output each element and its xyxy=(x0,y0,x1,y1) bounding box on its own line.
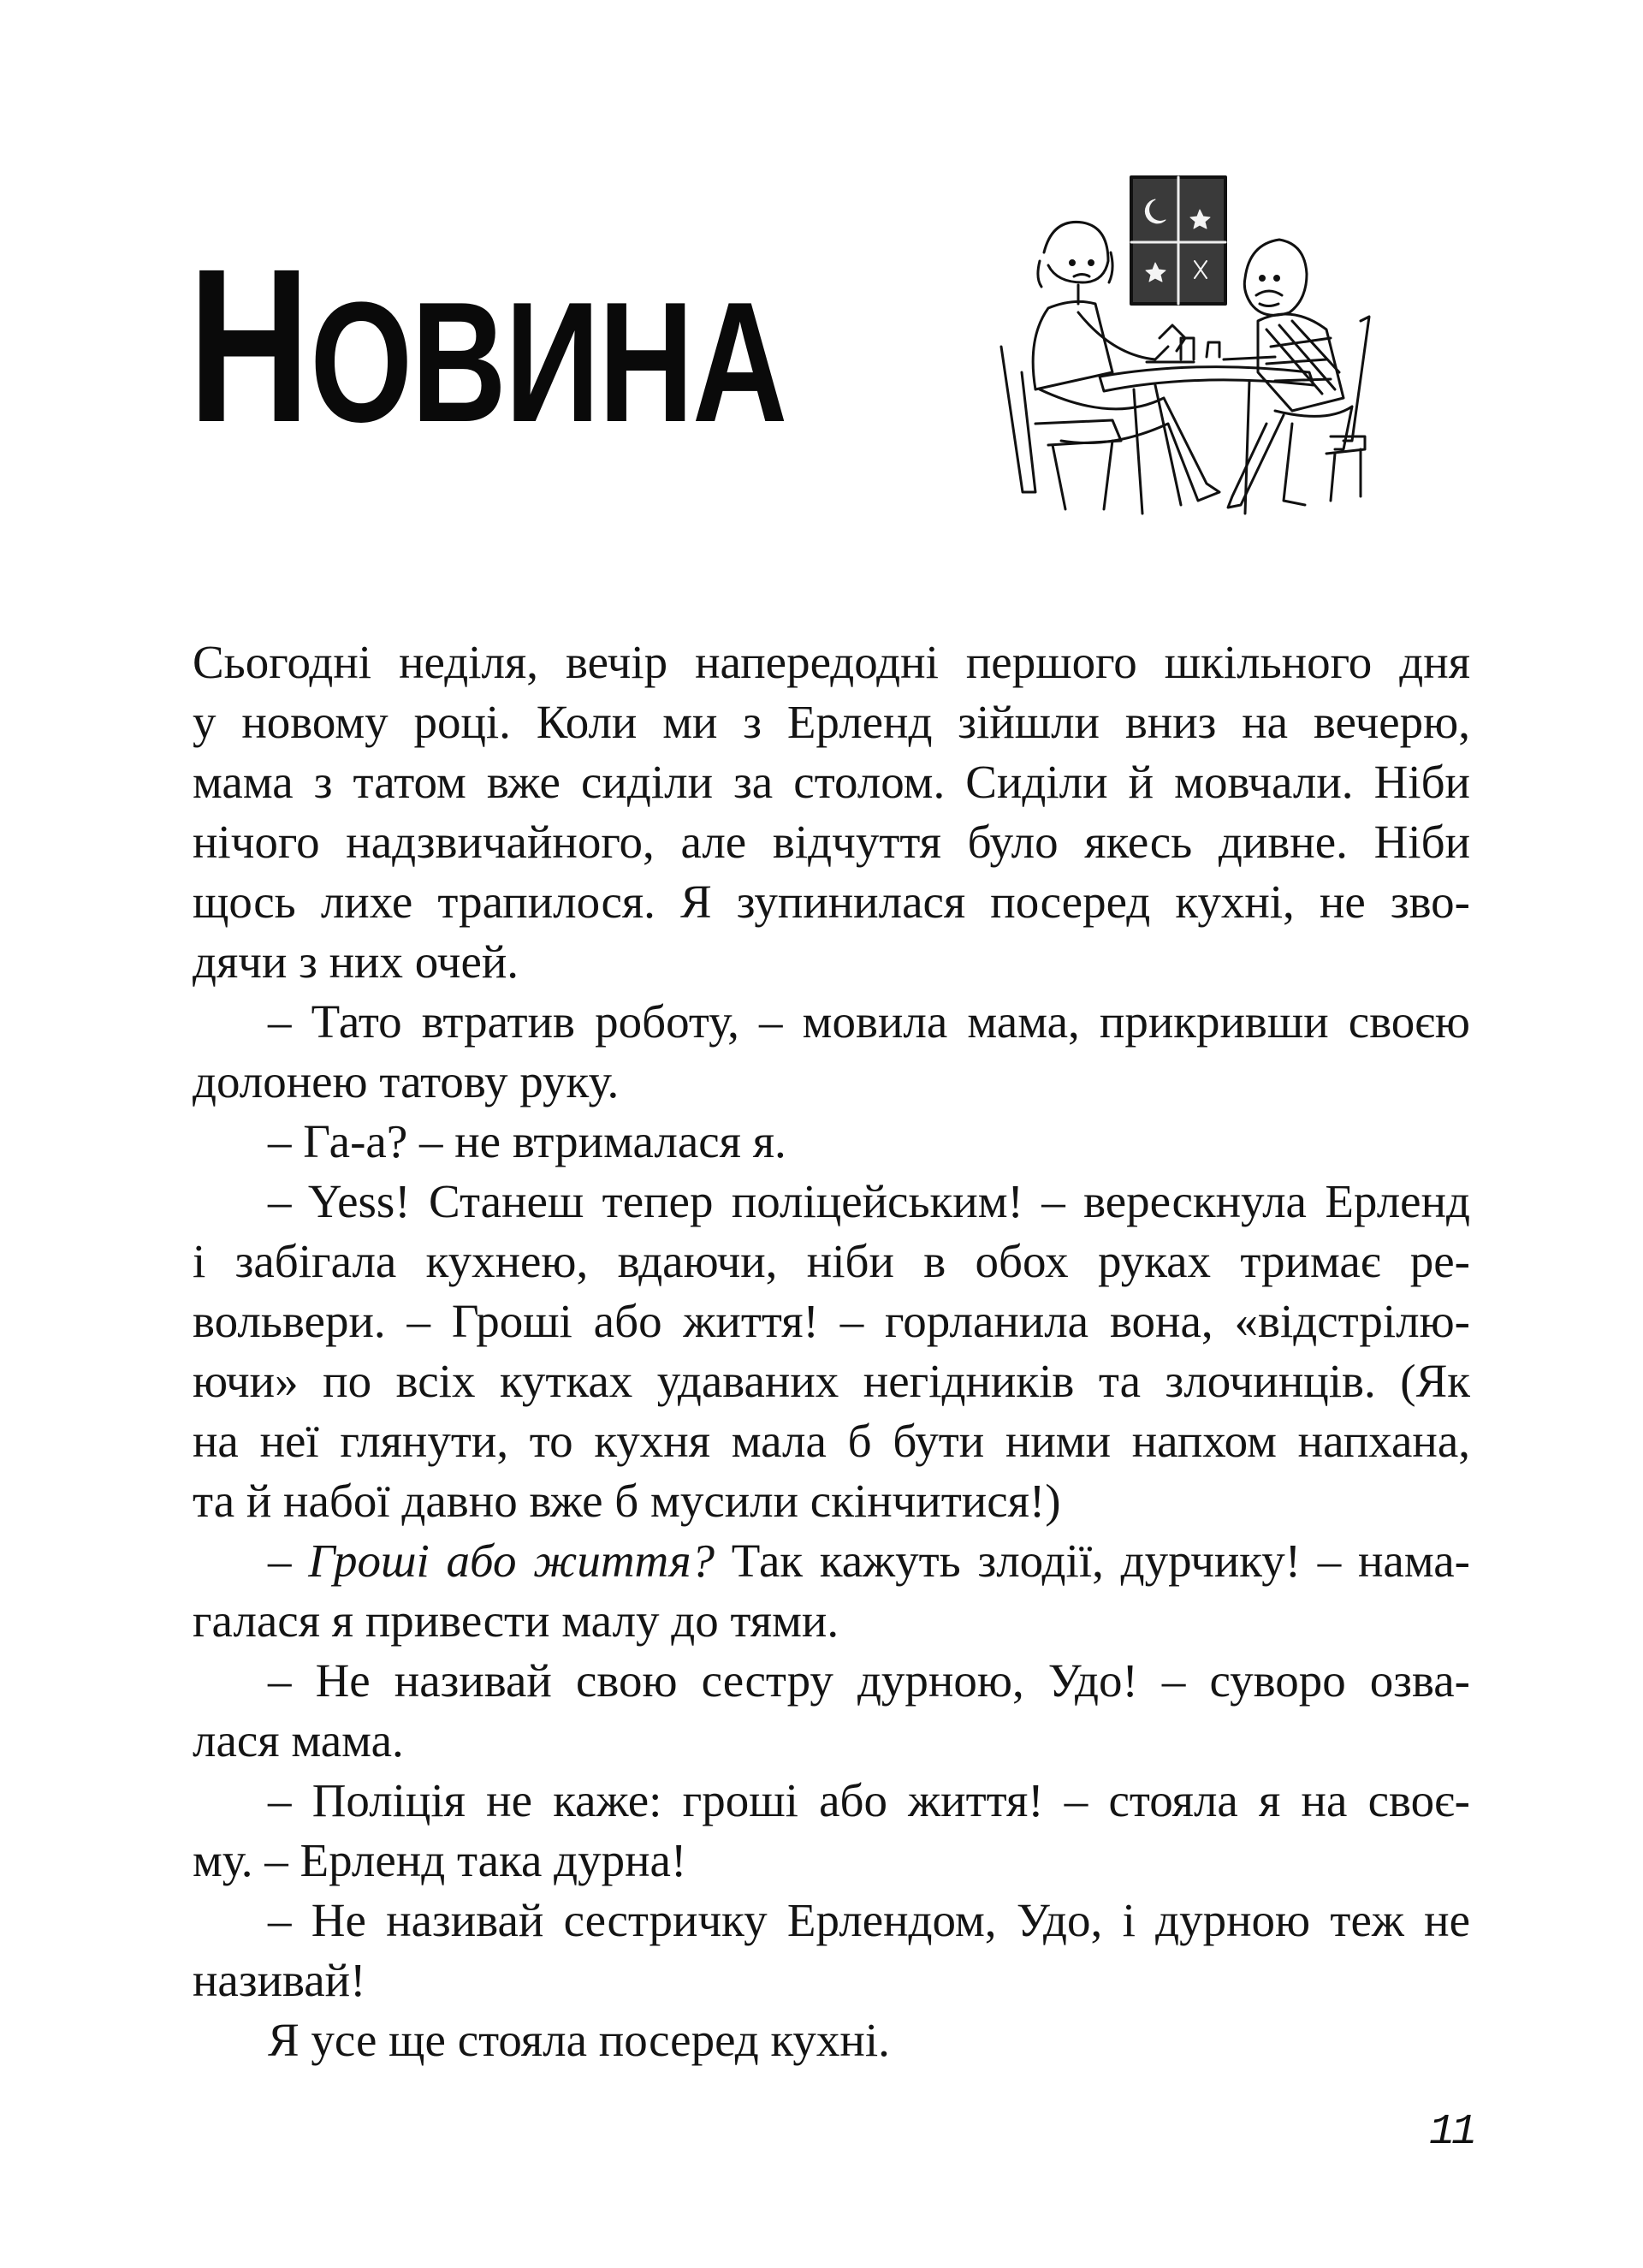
text-line: у новому році. Коли ми з Ерленд зійшли вниз на вечерю, xyxy=(193,696,1470,748)
text-line: дячи з них очей. xyxy=(193,935,519,988)
chapter-title-initial: Н xyxy=(188,223,311,468)
text-line: – Поліція не каже: гроші або життя! – стояла я на своє- xyxy=(268,1774,1470,1826)
text-line: ючи» по всіх кутках удаваних негідників та злочинців. (Як xyxy=(193,1355,1470,1407)
text-line: – Тато втратив роботу, – мовила мама, прикривши своєю xyxy=(268,995,1470,1048)
text-line: нічого надзвичайного, але відчуття було якесь дивне. Ніби xyxy=(193,816,1470,868)
kitchen-table-sketch-icon xyxy=(984,167,1386,526)
text-line: Сьогодні неділя, вечір напередодні першого шкільного дня xyxy=(193,636,1470,688)
text-line: мама з татом вже сиділи за столом. Сиділи й мовчали. Ніби xyxy=(193,756,1470,808)
text-line: – Не називай свою сестру дурною, Удо! – суворо озва- xyxy=(268,1654,1470,1707)
text-line: щось лихе трапилося. Я зупинилася посеред кухні, не зво- xyxy=(193,876,1470,928)
text-line: на неї глянути, то кухня мала б бути ними напхом напхана, xyxy=(193,1415,1470,1467)
line-rest: Так кажуть злодії, дурчику! – нама- xyxy=(715,1535,1470,1587)
text-line: долонею татову руку. xyxy=(193,1055,620,1107)
text-line: – Не називай сестричку Ерлендом, Удо, і дурною теж не xyxy=(268,1894,1470,1946)
text-line: та й набої давно вже б мусили скінчитися!) xyxy=(193,1475,1061,1527)
page-number: 11 xyxy=(1428,2108,1474,2157)
chapter-title-rest: ОВИНА xyxy=(310,267,786,458)
text-line: галася я привести малу до тями. xyxy=(193,1594,839,1647)
night-window-icon xyxy=(1131,177,1225,304)
text-line: і забігала кухнею, вдаючи, ніби в обох руках тримає ре- xyxy=(193,1235,1470,1287)
text-line: му. – Ерленд така дурна! xyxy=(193,1834,687,1886)
text-line: – Га-а? – не втрималася я. xyxy=(268,1115,786,1167)
text-line: Я усе ще стояла посеред кухні. xyxy=(268,2014,890,2066)
chapter-body xyxy=(193,632,1470,2070)
text-line: лася мама. xyxy=(193,1714,404,1766)
text-line: – Yess! Станеш тепер поліцейським! – верескнула Ерленд xyxy=(268,1175,1470,1227)
dialogue-dash: – xyxy=(268,1535,309,1587)
table-icon xyxy=(1100,338,1314,514)
text-line: називай! xyxy=(193,1954,366,2006)
text-line-with-italic xyxy=(193,1531,1470,1591)
italic-phrase: Гроші або життя? xyxy=(308,1535,715,1587)
text-line: вольвери. – Гроші або життя! – горланила вона, «відстрілю- xyxy=(193,1295,1470,1347)
left-chair-icon xyxy=(1001,347,1121,509)
